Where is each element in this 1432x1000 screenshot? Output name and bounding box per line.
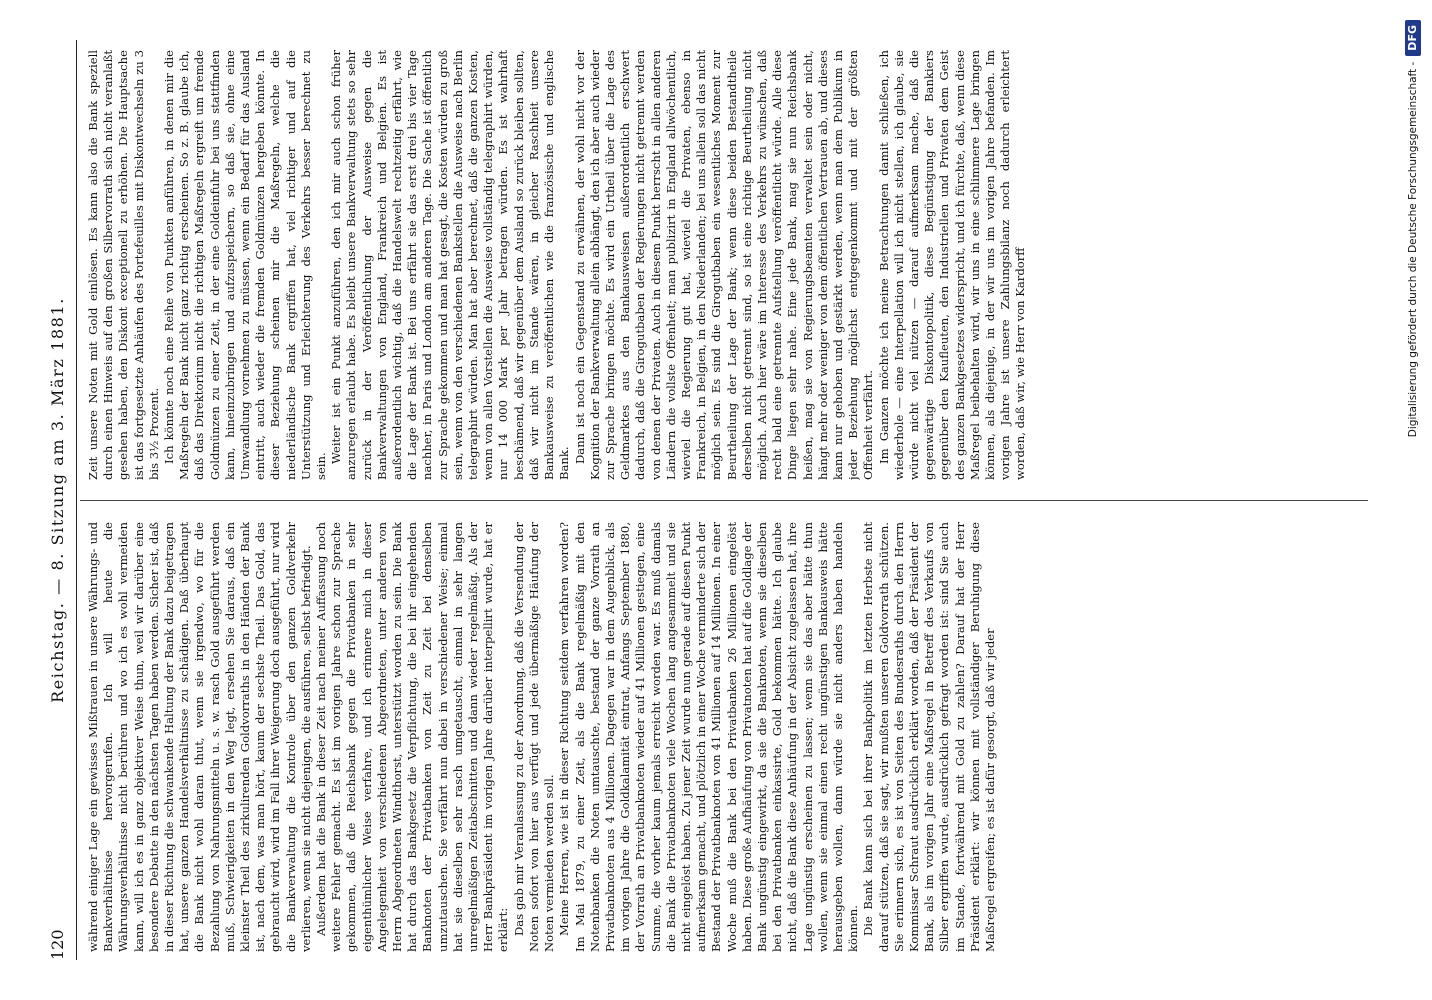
- quoted-paragraph: Das gab mir Veranlassung zu der Anordnung, daß die Versendung der Noten sofort von hier aus verfügt und jede übermäßige Häufung der Noten vermieden werden soll.: [511, 522, 557, 952]
- page-header: [48, 40, 72, 960]
- paragraph: Außerdem hat die Bank in dieser Zeit nach meiner Auffassung noch weitere Fehler gemacht. Es ist im vorigen Jahre schon zur Sprache gekommen, daß die Reichsbank gegen die Privatbanken in sehr eigenthümlicher Weise verfahre, und ich erinnere mich in dieser Angelegenheit von verschiedenen Abgeordneten, unter anderen von Herrn Abgeordneten Windthorst, unterstützt worden zu sein. Die Bank hat durch das Bankgesetz die Verpflichtung, die bei ihr eingehenden Banknoten der Privatbanken von Zeit zu Zeit bei denselben umzutauschen. Sie verfährt nun dabei in verschiedener Weise; einmal hat sie dieselben sehr rasch umgetauscht, einmal in sehr langen unregelmäßigen Zeitabschnitten und dann wieder regelmäßig. Als der Herr Bankpräsident im vorigen Jahre darüber interpellirt wurde, hat er erklärt:: [314, 522, 511, 952]
- column-separator: [80, 500, 1368, 501]
- paragraph: Im Ganzen möchte ich meine Betrachtungen damit schließen, ich wiederhole — eine Interpellation will ich nicht stellen, ich glaube, sie würde nicht viel nützen — darauf aufmerksam mache, daß die gegenwärtige Diskontopolitik, diese Begünstigung der Bankiers gegenüber den Kaufleuten, den Industriellen und Privaten dem Geist des ganzen Bankgesetzes widerspricht, und ich fürchte, daß, wenn diese Maßregel beibehalten wird, wir uns in eine schlimmere Lage bringen können, als diejenige, in der wir uns im vorigen Jahre befanden. Im vorigen Jahre ist unsere Zahlungsbilanz noch dadurch erleichtert worden, daß wir, wie Herr von Kardorff: [876, 50, 1028, 480]
- dfg-logo: DFG: [1405, 20, 1421, 56]
- right-column: [86, 50, 1362, 480]
- page-number: 120: [48, 929, 67, 960]
- paragraph: Meine Herren, wie ist in dieser Richtung seitdem verfahren worden? Im Mai 1879, zu einer Zeit, als die Bank regelmäßig mit den Notenbanken die Noten umtauschte, bestand der ganze Vorrath an Privatbanknoten aus 4 Millionen. Dagegen war in dem Augenblick, als im vorigen Jahre die Goldkalamität eintrat, Anfangs September 1880, der Vorrath an Privatbanknoten wieder auf 41 Millionen gestiegen, eine Summe, die vorher kaum jemals erreicht worden war. Es muß damals die Bank die Privatbanknoten viele Wochen lang angesammelt und sie nicht eingelöst haben. Zu jener Zeit wurde nun gerade auf diesen Punkt aufmerksam gemacht, und plötzlich in einer Woche verminderte sich der Bestand der Privatbanknoten von 41 Millionen auf 14 Millionen. In einer Woche muß die Bank bei den Privatbanken 26 Millionen eingelöst haben. Diese große Aufhäufung von Privatnoten hat auf die Goldlage der Bank ungünstig eingewirkt, da sie die Banknoten, wenn sie dieselben bei den Privatbanken einkassirte, Gold bekommen hätte. Ich glaube nicht, daß die Bank diese Anhäufung in der Absicht zugelassen hat, ihre Lage ungünstig erscheinen zu lassen; wenn sie das aber hätte thun wollen, wenn sie einmal einen recht ungünstigen Bankausweis hätte herausgeben wollen, dann würde sie nicht anders haben handeln können.: [557, 522, 861, 952]
- running-head: Reichstag. — 8. Sitzung am 3. März 1881.: [48, 297, 67, 703]
- paragraph: Zeit unsere Noten mit Gold einlösen. Es kann also die Bank speziell durch einen Hinweis auf den großen Silbervorrath sich nicht veranlaßt gesehen haben, den Diskont exceptionell zu erhöhen. Die Hauptsache ist das fortgesetzte Anhäufen des Portefeuilles mit Diskontwechseln zu 3 bis 3½ Prozent.: [86, 50, 161, 480]
- digitization-note: [1402, 20, 1424, 980]
- paragraph: Ich könnte noch eine Reihe von Punkten anführen, in denen mir die Maßregeln der Bank nicht ganz richtig erscheinen. So z. B. glaube ich, daß das Direktorium nicht die richtigen Maßregeln ergreift um fremde Goldmünzen zu einer Zeit, in der eine Goldeinfuhr bei uns stattfinden kann, hineinzubringen und aufzuspeichern, so daß sie, ohne eine Umwandlung vornehmen zu müssen, wenn ein Bedarf für das Ausland eintritt, auch wieder die fremden Goldmünzen hergeben könnte. In dieser Beziehung scheinen mir die Maßregeln, welche die niederländische Bank ergriffen hat, viel richtiger und auf die Unterstützung und Erleichterung des Verkehrs besser berechnet zu sein.: [162, 50, 329, 480]
- paragraph: während einiger Lage ein gewisses Mißtrauen in unsere Währungs- und Bankverhältnisse hervorgerufen. Ich will heute die Währungsverhältnisse nicht berühren und wo ich es wohl vermeiden kann, will ich es in ganz objektiver Weise thun, weil wir darüber eine besondere Debatte in den nächsten Tagen haben werden. Sicher ist, daß in dieser Richtung die schwankende Haltung der Bank dazu beigetragen hat, unsere ganzen Handelsverhältnisse zu schädigen. Daß überhaupt die Bank nicht wohl daran thut, wenn sie irgendwo, wo für die Bezahlung von Nahrungsmitteln u. s. w. rasch Gold ausgeführt werden muß, Schwierigkeiten in den Weg legt, ersehen Sie daraus, daß ein kleinster Theil des zirkulirenden Goldvorraths in den Händen der Bank ist, nach dem, was man hört, kaum der sechste Theil. Das Gold, das gebraucht wird, wird im Fall ihrer Weigerung doch ausgeführt, nur wird die Bankverwaltung die Kontrole über den ganzen Goldverkehr verlieren, wenn sie nicht diejenigen, die ausführen, selbst befriedigt.: [86, 522, 313, 952]
- header-rule: [76, 40, 77, 960]
- digitization-note-text: Digitalisierung gefördert durch die Deutsche Forschungsgemeinschaft -: [1407, 61, 1419, 438]
- left-column: [86, 522, 1362, 952]
- digitization-note-line: [1402, 20, 1424, 980]
- paragraph: Die Bank kann sich bei ihrer Bankpolitik im letzten Herbste nicht darauf stützen, daß sie sagt, wir mußten unseren Goldvorrath schützen. Sie erinnern sich, es ist von Seiten des Bundesraths durch den Herrn Kommissar Schraut ausdrücklich erklärt worden, daß der Präsident der Bank, als im vorigen Jahr eine Maßregel in Betreff des Verkaufs von Silber ergriffen wurde, ausdrücklich gefragt worden ist: sind Sie auch im Stande, fortwährend mit Gold zu zahlen? Darauf hat der Herr Präsident erklärt: wir können mit vollständiger Beruhigung diese Maßregel ergreifen; es ist dafür gesorgt, daß wir jeder: [861, 522, 997, 952]
- paragraph: Dann ist noch ein Gegenstand zu erwähnen, der wohl nicht vor der Kognition der Bankverwaltung allein abhängt, den ich aber auch wieder zur Sprache bringen möchte. Es wird ein Urtheil über die Lage des Geldmarktes aus den Bankausweisen außerordentlich erschwert dadurch, daß die Girogutbaben der Regierungen nicht getrennt werden von denen der Privaten. Auch in diesem Punkt herrscht in allen anderen Ländern die vollste Offenheit; man publizirt in England allwöchentlich, wieviel die Regierung gut hat, wieviel die Privaten, ebenso in Frankreich, in Belgien, in den Niederlanden; bei uns allein soll das nicht möglich sein. Es sind die Girogutbaben ein wesentliches Moment zur Beurtheilung der Lage der Bank; wenn diese beiden Bestandtheile derselben nicht getrennt sind, so ist eine richtige Beurtheilung nicht möglich. Auch hier wäre im Interesse des Verkehrs zu wünschen, daß recht bald eine getrennte Aufstellung veröffentlicht würde. Alle diese Dinge liegen sehr nahe. Eine jede Bank, mag sie nun Reichsbank heißen, mag sie von Regierungsbeamten verwaltet sein oder nicht, hängt mehr oder weniger von dem öffentlichen Vertrauen ab, und dieses kann nur gehoben und gestärkt werden, wenn man dem Publikum in jeder Beziehung möglichst entgegenkommt und mit der größten Offenheit verfährt.: [572, 50, 876, 480]
- paragraph: Weiter ist ein Punkt anzuführen, den ich mir auch schon früher anzuregen erlaubt habe. Es bleibt unsere Bankverwaltung stets so sehr zurück in der Veröffentlichung der Ausweise gegen die Bankverwaltungen von England, Frankreich und Belgien. Es ist außerordentlich wichtig, daß die Handelswelt rechtzeitig erfährt, wie die Lage der Bank ist. Bei uns erfährt sie das erst drei bis vier Tage nachher, in Paris und London am anderen Tage. Die Sache ist öffentlich zur Sprache gekommen und man hat gesagt, die Kosten würden zu groß sein, wenn von den verschiedenen Bankstellen die Ausweise nach Berlin telegraphirt würden. Man hat aber berechnet, daß die ganzen Kosten, wenn von allen Vorstellen die Ausweise vollständig telegraphirt würden, nur 14 000 Mark per Jahr betragen würden. Es ist wahrhaft beschämend, daß wir gegenüber dem Ausland so zurück bleiben sollten, daß wir nicht im Stande wären, in gleicher Raschheit unsere Bankausweise zu veröffentlichen wie die französische und englische Bank.: [329, 50, 572, 480]
